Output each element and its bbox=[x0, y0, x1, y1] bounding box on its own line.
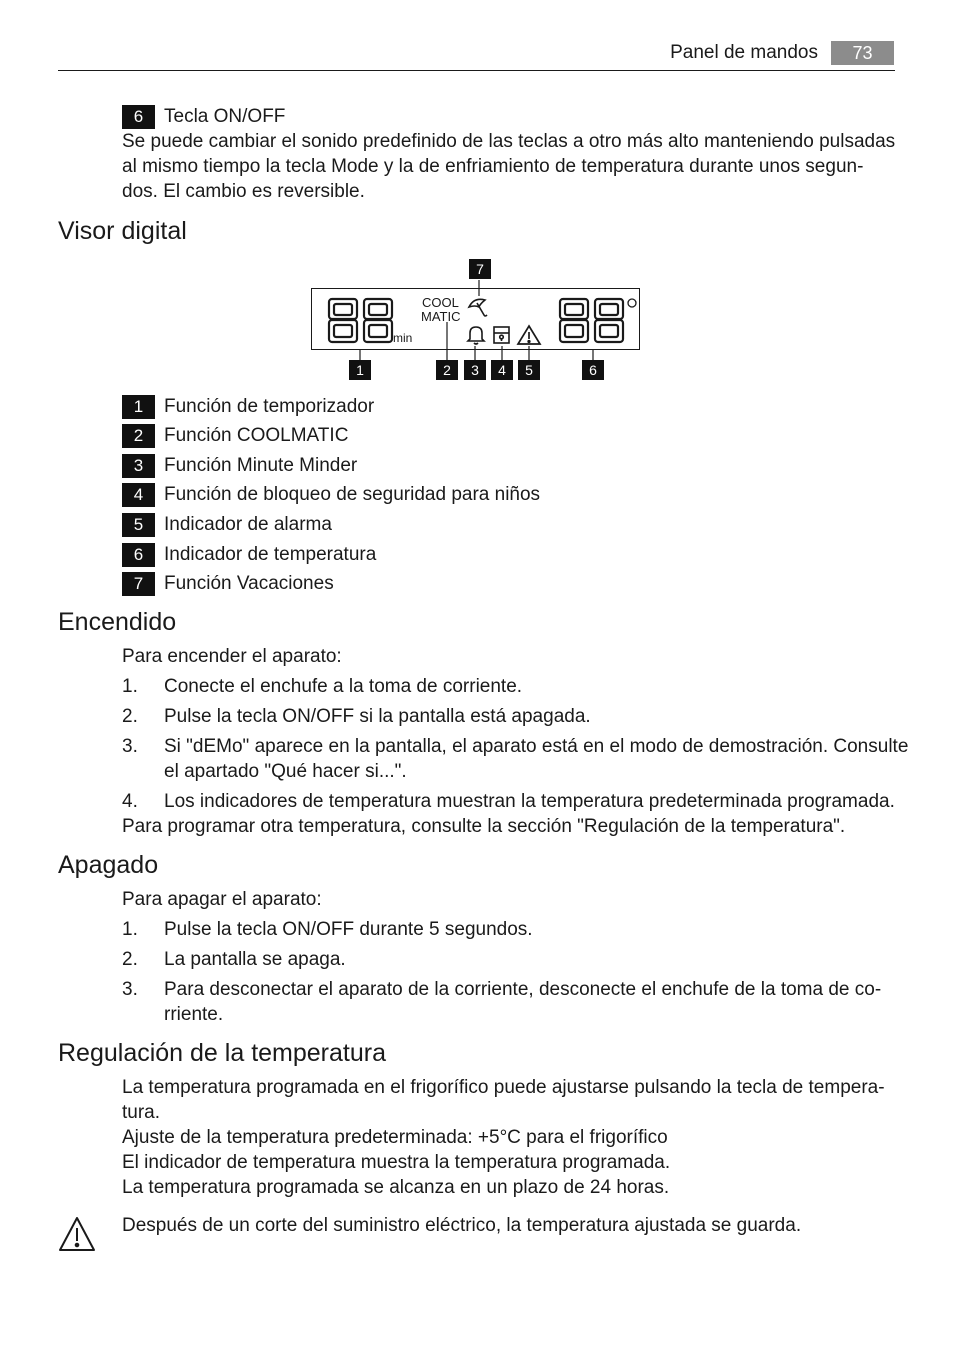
warning-triangle-icon bbox=[57, 1215, 97, 1253]
paragraph-line: El indicador de temperatura muestra la temperatura programada. bbox=[122, 1152, 671, 1173]
list-text: Pulse la tecla ON/OFF durante 5 segundos. bbox=[164, 919, 533, 940]
list-number: 1. bbox=[122, 676, 138, 697]
paragraph-line: La temperatura programada se alcanza en un plazo de 24 horas. bbox=[122, 1177, 670, 1198]
list-text-line: Si "dEMo" aparece en la pantalla, el aparato está en el modo de demostración. Consulte bbox=[164, 736, 909, 757]
list-item bbox=[122, 947, 897, 972]
section-heading-encendido: Encendido bbox=[58, 608, 177, 636]
legend-label: Función Minute Minder bbox=[164, 455, 358, 476]
legend-label: Función COOLMATIC bbox=[164, 425, 349, 446]
key-badge: 6 bbox=[122, 105, 155, 129]
list-item bbox=[122, 917, 897, 942]
list-number: 3. bbox=[122, 979, 138, 1000]
paragraph-line: dos. El cambio es reversible. bbox=[122, 181, 365, 202]
apagado-intro: Para apagar el aparato: bbox=[122, 889, 322, 910]
list-number: 2. bbox=[122, 706, 138, 727]
list-item bbox=[122, 977, 897, 1027]
coolmatic-label-line1: COOL bbox=[422, 295, 459, 310]
callout-1: 1 bbox=[349, 360, 371, 380]
section-heading-regulacion: Regulación de la temperatura bbox=[58, 1039, 386, 1067]
list-text bbox=[164, 734, 909, 784]
legend-key: 7 bbox=[122, 572, 155, 596]
list-text bbox=[164, 977, 899, 1027]
list-text-line: el apartado "Qué hacer si...". bbox=[164, 761, 407, 782]
warning-text: Después de un corte del suministro eléctrico, la temperatura ajustada se guarda. bbox=[122, 1215, 802, 1236]
key-label: Tecla ON/OFF bbox=[164, 106, 286, 127]
legend-key: 4 bbox=[122, 483, 155, 507]
list-item bbox=[122, 674, 897, 699]
list-text-line: rriente. bbox=[164, 1004, 224, 1025]
legend-key: 6 bbox=[122, 543, 155, 567]
callout-5: 5 bbox=[518, 360, 540, 380]
callout-6: 6 bbox=[582, 360, 604, 380]
callout-3: 3 bbox=[464, 360, 486, 380]
list-item bbox=[122, 789, 897, 814]
list-text: La pantalla se apaga. bbox=[164, 949, 346, 970]
list-text: Los indicadores de temperatura muestran la temperatura predeterminada programada. bbox=[164, 791, 895, 812]
page-number-badge: 73 bbox=[831, 41, 894, 65]
paragraph-line: Ajuste de la temperatura predeterminada: +5°C para el frigorífico bbox=[122, 1127, 668, 1148]
list-item bbox=[122, 734, 909, 784]
legend-label: Función de temporizador bbox=[164, 396, 375, 417]
legend-key: 2 bbox=[122, 424, 155, 448]
list-number: 4. bbox=[122, 791, 138, 812]
paragraph-line: La temperatura programada en el frigorífico puede ajustarse pulsando la tecla de tempera- bbox=[122, 1077, 885, 1098]
encendido-intro: Para encender el aparato: bbox=[122, 646, 342, 667]
display-diagram bbox=[0, 0, 954, 400]
legend-key: 1 bbox=[122, 395, 155, 419]
callout-leader-lines bbox=[0, 0, 954, 400]
paragraph-line: al mismo tiempo la tecla Mode y la de enfriamiento de temperatura durante unos segun- bbox=[122, 156, 864, 177]
section-heading-apagado: Apagado bbox=[58, 851, 159, 879]
section-heading-visor: Visor digital bbox=[58, 217, 187, 245]
legend-label: Función Vacaciones bbox=[164, 573, 334, 594]
callout-2: 2 bbox=[436, 360, 458, 380]
list-item bbox=[122, 704, 897, 729]
list-number: 1. bbox=[122, 919, 138, 940]
header-section-title: Panel de mandos bbox=[670, 42, 818, 63]
legend-key: 5 bbox=[122, 513, 155, 537]
list-text: Conecte el enchufe a la toma de corriente. bbox=[164, 676, 523, 697]
list-number: 2. bbox=[122, 949, 138, 970]
legend-label: Función de bloqueo de seguridad para niños bbox=[164, 484, 541, 505]
encendido-outro: Para programar otra temperatura, consulte la sección "Regulación de la temperatura". bbox=[122, 816, 846, 837]
list-text: Pulse la tecla ON/OFF si la pantalla está apagada. bbox=[164, 706, 591, 727]
coolmatic-label-line2: MATIC bbox=[421, 309, 461, 324]
callout-4: 4 bbox=[491, 360, 513, 380]
callout-7: 7 bbox=[469, 259, 491, 279]
paragraph-line: tura. bbox=[122, 1102, 161, 1123]
list-number: 3. bbox=[122, 736, 138, 757]
min-label: min bbox=[393, 331, 413, 345]
list-text-line: Para desconectar el aparato de la corriente, desconecte el enchufe de la toma de co- bbox=[164, 979, 882, 1000]
legend-label: Indicador de temperatura bbox=[164, 544, 377, 565]
regulacion-paragraph bbox=[122, 1075, 897, 1200]
paragraph-line: Se puede cambiar el sonido predefinido de las teclas a otro más alto manteniendo pulsadas bbox=[122, 131, 896, 152]
legend-label: Indicador de alarma bbox=[164, 514, 332, 535]
legend-key: 3 bbox=[122, 454, 155, 478]
